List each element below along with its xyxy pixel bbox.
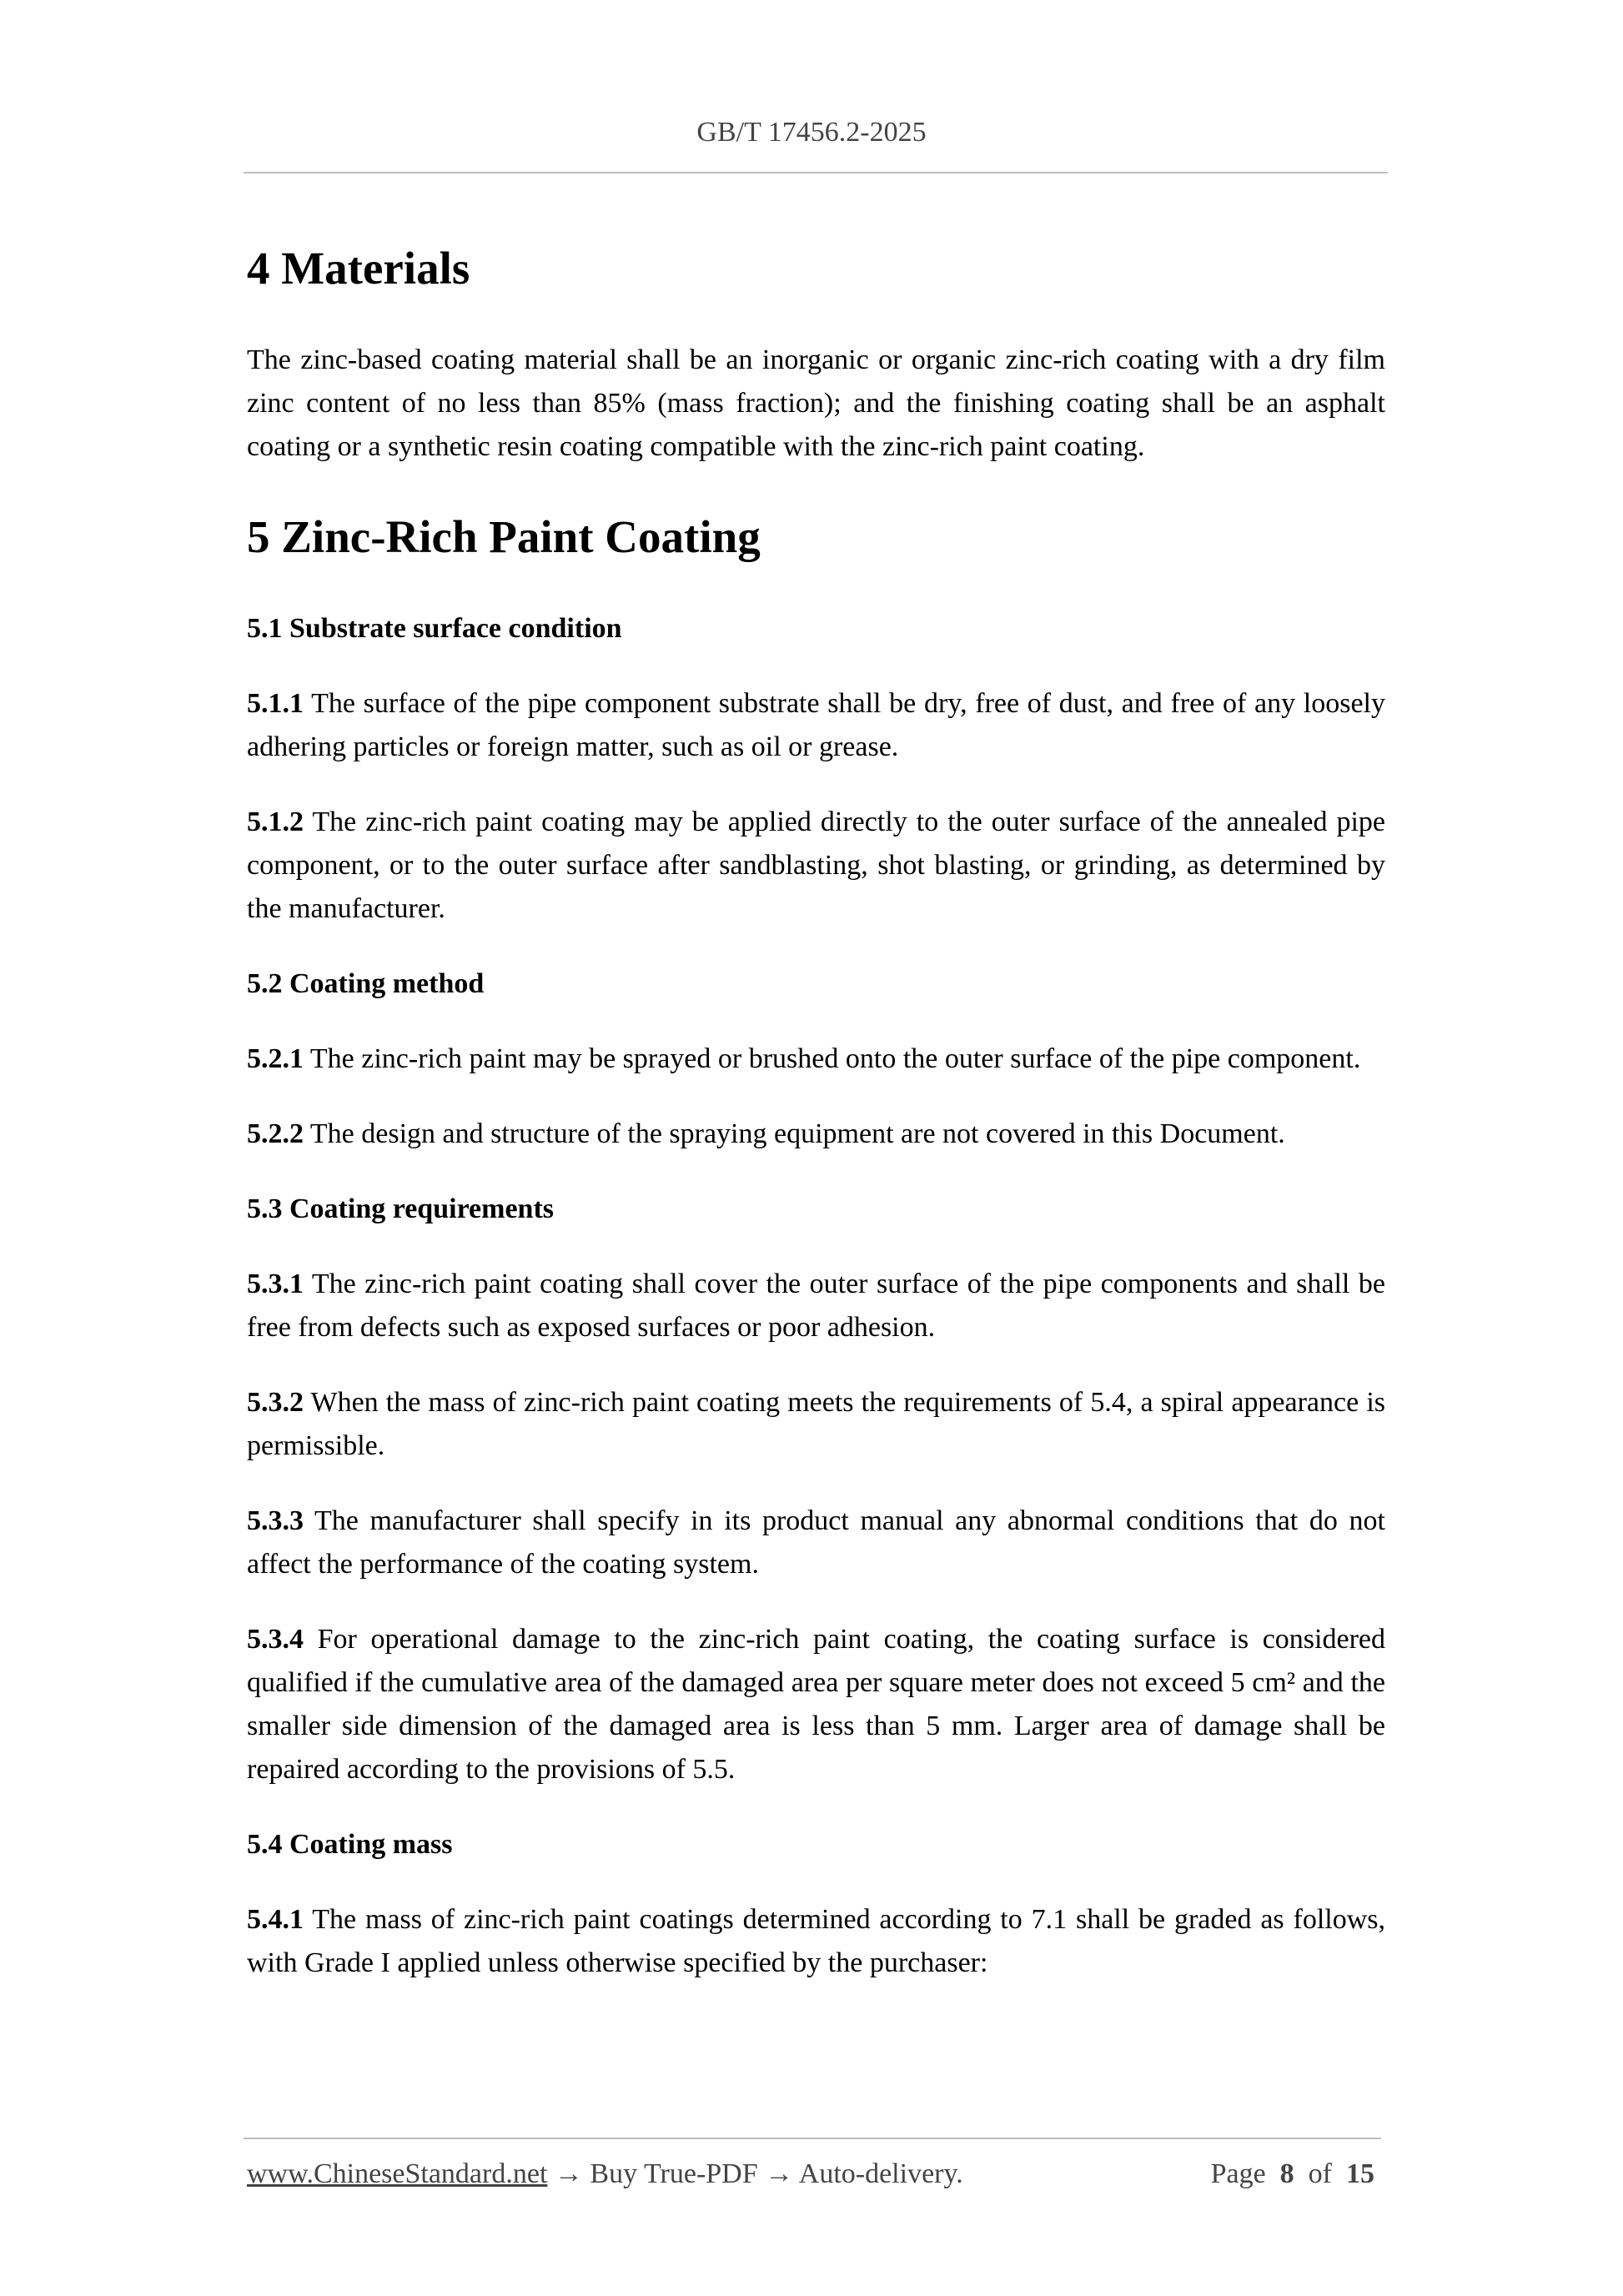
- page-label: Page: [1210, 2158, 1266, 2189]
- subsection-5-1-heading: 5.1 Substrate surface condition: [247, 613, 622, 644]
- clause-number: 5.3.4: [247, 1624, 304, 1655]
- clause-5-3-4: [247, 1618, 1385, 1791]
- clause-5-4-1: [247, 1898, 1385, 1985]
- header-divider: [244, 172, 1388, 173]
- clause-number: 5.3.1: [247, 1269, 304, 1299]
- clause-text: The manufacturer shall specify in its product manual any abnormal conditions that do not affect the performance of the coating system.: [247, 1505, 1385, 1580]
- subsection-5-2-heading: 5.2 Coating method: [247, 968, 485, 999]
- clause-number: 5.2.1: [247, 1043, 304, 1074]
- clause-5-3-1: [247, 1263, 1385, 1349]
- section-4-heading: 4 Materials: [247, 243, 470, 294]
- clause-number: 5.4.1: [247, 1904, 304, 1935]
- clause-5-1-2: [247, 801, 1385, 931]
- footer-divider: [244, 2138, 1381, 2139]
- website-link[interactable]: www.ChineseStandard.net: [247, 2158, 548, 2189]
- clause-text: The mass of zinc-rich paint coatings determined according to 7.1 shall be graded as follows, with Grade I applied unless otherwise specified by the purchaser:: [247, 1904, 1385, 1978]
- clause-text: The zinc-rich paint coating may be applied directly to the outer surface of the annealed pipe component, or to the outer surface after sandblasting, shot blasting, or grinding, as determined by the manufacturer.: [247, 806, 1385, 924]
- running-header: GB/T 17456.2-2025: [696, 117, 927, 148]
- section-4-paragraph: The zinc-based coating material shall be an inorganic or organic zinc-rich coating with a dry film zinc content of no less than 85% (mass fraction); and the finishing coating shall be an asphalt coating or a synthetic resin coating compatible with the zinc-rich paint coating.: [247, 344, 1385, 462]
- clause-5-1-1: [247, 682, 1385, 769]
- clause-text: The surface of the pipe component substrate shall be dry, free of dust, and free of any loosely adhering particles or foreign matter, such as oil or grease.: [247, 688, 1385, 762]
- clause-number: 5.2.2: [247, 1118, 304, 1149]
- clause-number: 5.3.2: [247, 1387, 304, 1418]
- total-pages: 15: [1346, 2158, 1374, 2189]
- clause-text: The zinc-rich paint coating shall cover the outer surface of the pipe components and shall be free from defects such as exposed surfaces or poor adhesion.: [247, 1269, 1385, 1343]
- clause-text: The design and structure of the spraying equipment are not covered in this Document.: [304, 1118, 1285, 1149]
- clause-text: When the mass of zinc-rich paint coating meets the requirements of 5.4, a spiral appearance is permissible.: [247, 1387, 1385, 1461]
- document-body: [247, 234, 1385, 1985]
- clause-number: 5.3.3: [247, 1505, 304, 1536]
- clause-number: 5.1.2: [247, 806, 304, 837]
- clause-5-2-2: [247, 1113, 1385, 1156]
- subsection-5-3-heading: 5.3 Coating requirements: [247, 1193, 555, 1224]
- current-page: 8: [1279, 2158, 1294, 2189]
- clause-5-3-3: [247, 1500, 1385, 1586]
- clause-number: 5.1.1: [247, 688, 304, 719]
- section-5-heading: 5 Zinc-Rich Paint Coating: [247, 511, 761, 562]
- footer-promo: [247, 2158, 963, 2190]
- subsection-5-4-heading: 5.4 Coating mass: [247, 1829, 453, 1860]
- clause-5-2-1: [247, 1037, 1385, 1081]
- footer-promo-text: → Buy True-PDF → Auto-delivery.: [547, 2158, 963, 2189]
- page-number: [1211, 2158, 1374, 2190]
- clause-text: For operational damage to the zinc-rich paint coating, the coating surface is considered qualified if the cumulative area of the damaged area per square meter does not exceed 5 cm² and the smaller side dimension of the damaged area is less than 5 mm. Larger area of damage shall be repaired according to the provisions of 5.5.: [247, 1624, 1385, 1785]
- clause-5-3-2: [247, 1381, 1385, 1468]
- page-of-label: of: [1308, 2158, 1332, 2189]
- clause-text: The zinc-rich paint may be sprayed or brushed onto the outer surface of the pipe component.: [304, 1043, 1361, 1074]
